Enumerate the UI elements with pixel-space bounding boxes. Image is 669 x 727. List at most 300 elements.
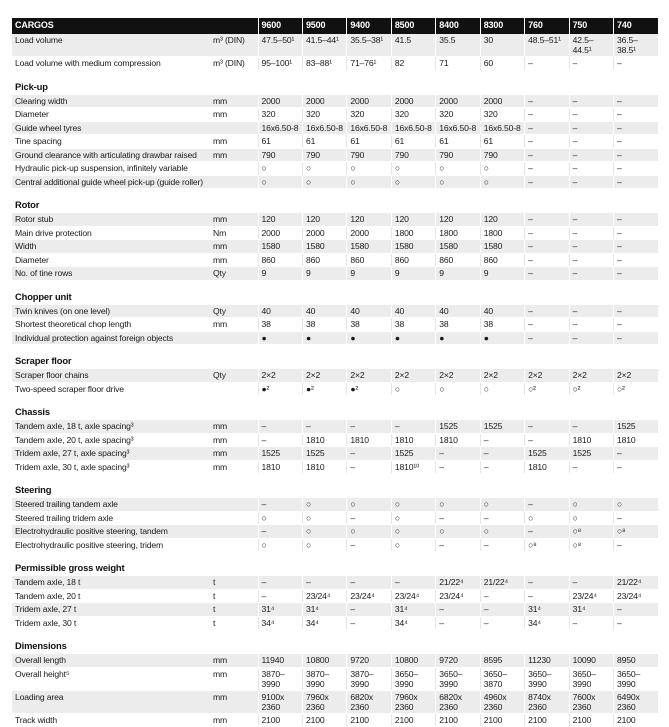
row-label: Hydraulic pick-up suspension, infinitely variable (12, 162, 210, 176)
cell-value: 40 (480, 305, 524, 318)
table-row (12, 253, 658, 267)
cell-value: 1810 (436, 433, 480, 447)
row-unit: mm (210, 447, 258, 461)
row-label: Ground clearance with articulating drawbar raised (12, 148, 210, 162)
cell-value: – (614, 175, 658, 189)
cell-value: – (569, 267, 613, 281)
row-unit: mm (210, 667, 258, 690)
cell-value: 21/22⁴ (480, 576, 524, 589)
row-unit (210, 175, 258, 189)
cell-value: 3650– 3990 (614, 667, 658, 690)
cell-value: – (525, 305, 569, 318)
section-title: Steering (15, 484, 52, 495)
cell-value: 3650– 3990 (569, 667, 613, 690)
cell-value: ● (347, 331, 391, 345)
cell-value: ●² (302, 382, 346, 396)
cell-value: ○ (525, 511, 569, 525)
cell-value: 21/22⁴ (436, 576, 480, 589)
cell-value: – (347, 538, 391, 552)
cell-value: 10800 (391, 654, 435, 667)
row-unit: t (210, 576, 258, 589)
cell-value: 34⁴ (525, 616, 569, 630)
row-label: Central additional guide wheel pick-up (guide roller) (12, 175, 210, 189)
row-unit: mm (210, 95, 258, 108)
cell-value: 1525 (391, 447, 435, 461)
cell-value: 61 (347, 135, 391, 149)
row-unit: mm (210, 213, 258, 226)
cell-value: – (614, 135, 658, 149)
table-row (12, 175, 658, 189)
cell-value: – (525, 108, 569, 122)
cell-value: 1525 (525, 447, 569, 461)
cell-value: 38 (347, 318, 391, 332)
cell-value: 8740x 2360 (525, 690, 569, 713)
cell-value: 34⁴ (302, 616, 346, 630)
row-label: Tridem axle, 30 t, axle spacing³ (12, 460, 210, 474)
row-unit (210, 162, 258, 176)
cell-value: – (525, 240, 569, 254)
row-label: Diameter (12, 108, 210, 122)
cell-value: – (569, 460, 613, 474)
cell-value: 38 (480, 318, 524, 332)
row-unit: mm (210, 253, 258, 267)
cell-value: – (525, 226, 569, 240)
cell-value: ○ (258, 162, 302, 176)
cell-value: 71–76¹ (347, 57, 391, 71)
cell-value: 3650– 3870 (480, 667, 524, 690)
cell-value: 6820x 2360 (347, 690, 391, 713)
row-label: Tridem axle, 27 t (12, 603, 210, 617)
cell-value: 48.5–51¹ (525, 34, 569, 57)
cell-value: – (614, 331, 658, 345)
cell-value: 7960x 2360 (391, 690, 435, 713)
cell-value: ○² (525, 382, 569, 396)
cell-value: 31⁴ (302, 603, 346, 617)
cell-value: 1800 (391, 226, 435, 240)
cell-value: – (569, 108, 613, 122)
model-header: 8500 (391, 18, 435, 34)
cell-value: 9 (302, 267, 346, 281)
cell-value: 120 (480, 213, 524, 226)
cell-value: 2×2 (302, 369, 346, 382)
row-unit (210, 525, 258, 539)
cell-value: 1810 (347, 433, 391, 447)
cell-value: 9720 (347, 654, 391, 667)
cell-value: 1810¹⁰ (391, 460, 435, 474)
cell-value: 83–88¹ (302, 57, 346, 71)
row-label: Shortest theoretical chop length (12, 318, 210, 332)
cell-value: – (525, 589, 569, 603)
cell-value: 2×2 (391, 369, 435, 382)
model-header: 740 (614, 18, 658, 34)
model-header: 8400 (436, 18, 480, 34)
cell-value: – (258, 433, 302, 447)
section-heading-row (12, 345, 658, 370)
table-row (12, 616, 658, 630)
cell-value: – (525, 433, 569, 447)
table-body (12, 34, 658, 727)
cell-value: 23/24⁴ (569, 589, 613, 603)
cell-value: – (525, 420, 569, 433)
cell-value: ○ (302, 538, 346, 552)
cell-value: – (525, 253, 569, 267)
spec-table-container (12, 18, 658, 727)
cell-value: – (569, 318, 613, 332)
row-label: Clearing width (12, 95, 210, 108)
cell-value: – (569, 162, 613, 176)
cell-value: 40 (302, 305, 346, 318)
section-heading-row (12, 280, 658, 305)
row-unit: Qty (210, 369, 258, 382)
cell-value: – (569, 213, 613, 226)
row-label: Tine spacing (12, 135, 210, 149)
cell-value: 42.5– 44.5¹ (569, 34, 613, 57)
cell-value: – (614, 318, 658, 332)
row-unit: mm (210, 420, 258, 433)
cell-value: 8950 (614, 654, 658, 667)
cell-value: – (258, 525, 302, 539)
cell-value: – (347, 576, 391, 589)
cell-value: 41.5–44¹ (302, 34, 346, 57)
table-row (12, 589, 658, 603)
row-label: Rotor stub (12, 213, 210, 226)
cell-value: 1525 (258, 447, 302, 461)
row-label: Main drive protection (12, 226, 210, 240)
cell-value: ○ (347, 175, 391, 189)
row-label: Electrohydraulic positive steering, tandem (12, 525, 210, 539)
cell-value: 2100 (569, 713, 613, 727)
table-row (12, 331, 658, 345)
cell-value: 2×2 (569, 369, 613, 382)
table-row (12, 135, 658, 149)
table-row (12, 108, 658, 122)
cell-value: 60 (480, 57, 524, 71)
cell-value: – (569, 175, 613, 189)
cell-value: 61 (258, 135, 302, 149)
cell-value: 120 (436, 213, 480, 226)
cell-value: 1810 (614, 433, 658, 447)
cell-value: 1580 (347, 240, 391, 254)
cell-value: 21/22⁴ (614, 576, 658, 589)
cell-value: 38 (258, 318, 302, 332)
cell-value: ○ (480, 382, 524, 396)
row-label: Loading area (12, 690, 210, 713)
table-row (12, 525, 658, 539)
cell-value: ●² (258, 382, 302, 396)
cell-value: – (614, 603, 658, 617)
row-unit (210, 538, 258, 552)
cell-value: 860 (391, 253, 435, 267)
cell-value: – (614, 616, 658, 630)
model-header: 9600 (258, 18, 302, 34)
cell-value: – (614, 511, 658, 525)
section-heading-row (12, 630, 658, 655)
row-unit: Nm (210, 226, 258, 240)
cell-value: 7600x 2360 (569, 690, 613, 713)
cell-value: 2000 (391, 95, 435, 108)
section-title: Chassis (15, 406, 50, 417)
row-unit: mm (210, 713, 258, 727)
cell-value: – (347, 511, 391, 525)
row-unit: mm (210, 148, 258, 162)
section-title: Scraper floor (15, 355, 72, 366)
cell-value: – (569, 253, 613, 267)
cell-value: 2100 (258, 713, 302, 727)
cell-value: ○ (569, 511, 613, 525)
cell-value: 1525 (614, 420, 658, 433)
cell-value: – (614, 121, 658, 135)
cell-value: 2000 (436, 95, 480, 108)
cell-value: ○ (436, 498, 480, 511)
cell-value: 6820x 2360 (436, 690, 480, 713)
cell-value: 36.5– 38.5¹ (614, 34, 658, 57)
cell-value: 3870– 3990 (258, 667, 302, 690)
row-label: Two-speed scraper floor drive (12, 382, 210, 396)
table-row (12, 213, 658, 226)
cell-value: ○ (302, 498, 346, 511)
row-label: Steered trailing tandem axle (12, 498, 210, 511)
cell-value: 2100 (436, 713, 480, 727)
cell-value: – (614, 57, 658, 71)
cell-value: 3650– 3990 (436, 667, 480, 690)
cell-value: ○⁸ (614, 525, 658, 539)
cell-value: ○ (258, 511, 302, 525)
cell-value: 120 (347, 213, 391, 226)
table-row (12, 318, 658, 332)
cell-value: 3870– 3990 (302, 667, 346, 690)
cell-value: 790 (391, 148, 435, 162)
cell-value: 35.5–38¹ (347, 34, 391, 57)
cell-value: – (525, 57, 569, 71)
cell-value: – (391, 420, 435, 433)
cell-value: – (525, 121, 569, 135)
cell-value: – (614, 226, 658, 240)
specifications-table (12, 18, 658, 727)
row-unit: mm (210, 460, 258, 474)
table-row (12, 95, 658, 108)
cell-value: – (614, 240, 658, 254)
cell-value: ○ (480, 525, 524, 539)
cell-value: ○ (258, 538, 302, 552)
cell-value: ○² (569, 382, 613, 396)
cell-value: – (480, 616, 524, 630)
cell-value: 1810 (302, 433, 346, 447)
cell-value: 23/24⁴ (391, 589, 435, 603)
row-label: Tandem axle, 20 t (12, 589, 210, 603)
cell-value: 40 (347, 305, 391, 318)
table-row (12, 382, 658, 396)
row-label: Width (12, 240, 210, 254)
cell-value: 790 (258, 148, 302, 162)
cell-value: 9 (480, 267, 524, 281)
cell-value: ○ (302, 175, 346, 189)
row-label: Track width (12, 713, 210, 727)
table-row (12, 240, 658, 254)
row-label: Individual protection against foreign objects (12, 331, 210, 345)
cell-value: 8595 (480, 654, 524, 667)
row-label: Twin knives (on one level) (12, 305, 210, 318)
cell-value: ● (436, 331, 480, 345)
cell-value: – (258, 420, 302, 433)
cell-value: 2000 (480, 95, 524, 108)
cell-value: 320 (258, 108, 302, 122)
row-label: Guide wheel tyres (12, 121, 210, 135)
cell-value: – (525, 318, 569, 332)
cell-value: – (525, 267, 569, 281)
cell-value: – (525, 175, 569, 189)
cell-value: 1580 (258, 240, 302, 254)
cell-value: – (347, 603, 391, 617)
cell-value: – (569, 148, 613, 162)
cell-value: 3870– 3990 (347, 667, 391, 690)
cell-value: 1580 (436, 240, 480, 254)
row-label: Electrohydraulic positive steering, tridem (12, 538, 210, 552)
cell-value: 860 (258, 253, 302, 267)
cell-value: 2×2 (525, 369, 569, 382)
cell-value: ○ (569, 498, 613, 511)
cell-value: 16x6.50-8 (480, 121, 524, 135)
cell-value: ○ (480, 498, 524, 511)
cell-value: 790 (480, 148, 524, 162)
cell-value: – (569, 616, 613, 630)
cell-value: 2×2 (614, 369, 658, 382)
cell-value: 2100 (347, 713, 391, 727)
table-row (12, 433, 658, 447)
cell-value: ○ (391, 538, 435, 552)
cell-value: 790 (436, 148, 480, 162)
cell-value: 2000 (347, 226, 391, 240)
cell-value: – (436, 603, 480, 617)
model-header: 760 (525, 18, 569, 34)
cell-value: 35.5 (436, 34, 480, 57)
row-unit: mm (210, 108, 258, 122)
cell-value: 61 (391, 135, 435, 149)
table-row (12, 369, 658, 382)
table-row (12, 498, 658, 511)
cell-value: ● (302, 331, 346, 345)
row-label: Scraper floor chains (12, 369, 210, 382)
cell-value: 38 (436, 318, 480, 332)
row-label: Overall height⁵ (12, 667, 210, 690)
table-row (12, 654, 658, 667)
cell-value: – (436, 538, 480, 552)
row-unit (210, 498, 258, 511)
cell-value: ○ (302, 162, 346, 176)
cell-value: – (347, 420, 391, 433)
cell-value: 23/24⁴ (347, 589, 391, 603)
cell-value: ○ (480, 175, 524, 189)
cell-value: 16x6.50-8 (258, 121, 302, 135)
row-label: Tandem axle, 18 t (12, 576, 210, 589)
cell-value: ○⁸ (525, 538, 569, 552)
cell-value: 1580 (391, 240, 435, 254)
cell-value: – (480, 447, 524, 461)
row-unit: mm (210, 240, 258, 254)
cell-value: – (525, 162, 569, 176)
cell-value: ○² (614, 382, 658, 396)
cell-value: 2000 (302, 226, 346, 240)
cell-value: 2×2 (258, 369, 302, 382)
cell-value: 61 (302, 135, 346, 149)
table-row (12, 690, 658, 713)
cell-value: – (569, 240, 613, 254)
cell-value: ○ (436, 162, 480, 176)
cell-value: 7960x 2360 (302, 690, 346, 713)
cell-value: – (569, 331, 613, 345)
cell-value: 120 (302, 213, 346, 226)
cell-value: – (480, 460, 524, 474)
cell-value: 16x6.50-8 (347, 121, 391, 135)
unit-column-header (210, 18, 258, 34)
cell-value: ○ (391, 175, 435, 189)
row-unit: t (210, 589, 258, 603)
cell-value: – (525, 498, 569, 511)
table-row (12, 148, 658, 162)
cell-value: – (614, 267, 658, 281)
cell-value: 82 (391, 57, 435, 71)
cell-value: 34⁴ (258, 616, 302, 630)
cell-value: ○ (614, 498, 658, 511)
cell-value: 40 (436, 305, 480, 318)
cell-value: – (614, 162, 658, 176)
cell-value: 1525 (480, 420, 524, 433)
row-unit: mm (210, 654, 258, 667)
section-title: Permissible gross weight (15, 562, 125, 573)
section-heading-row (12, 474, 658, 499)
cell-value: 1525 (436, 420, 480, 433)
cell-value: – (614, 460, 658, 474)
cell-value: 38 (391, 318, 435, 332)
cell-value: 1800 (436, 226, 480, 240)
model-header: 9400 (347, 18, 391, 34)
table-row (12, 538, 658, 552)
cell-value: – (480, 589, 524, 603)
cell-value: ○ (391, 382, 435, 396)
section-title: Chopper unit (15, 290, 72, 302)
cell-value: – (614, 213, 658, 226)
cell-value: – (614, 95, 658, 108)
cell-value: 3650– 3990 (525, 667, 569, 690)
table-row (12, 57, 658, 71)
table-title: CARGOS (12, 18, 210, 34)
cell-value: 860 (436, 253, 480, 267)
table-row (12, 267, 658, 281)
cell-value: ○ (302, 525, 346, 539)
cell-value: 2100 (302, 713, 346, 727)
cell-value: 320 (347, 108, 391, 122)
cell-value: – (614, 108, 658, 122)
cell-value: – (569, 576, 613, 589)
cell-value: 2000 (258, 226, 302, 240)
cell-value: 860 (302, 253, 346, 267)
cell-value: – (569, 121, 613, 135)
table-row (12, 162, 658, 176)
cell-value: – (614, 253, 658, 267)
cell-value: – (525, 331, 569, 345)
cell-value: – (436, 447, 480, 461)
cell-value: 10090 (569, 654, 613, 667)
cell-value: ○ (436, 525, 480, 539)
cell-value: ○ (347, 162, 391, 176)
row-unit: m³ (DIN) (210, 57, 258, 71)
cell-value: ● (258, 331, 302, 345)
cell-value: 2×2 (436, 369, 480, 382)
cell-value: 31⁴ (258, 603, 302, 617)
row-label: Tandem axle, 20 t, axle spacing³ (12, 433, 210, 447)
cell-value: – (480, 538, 524, 552)
cell-value: 120 (391, 213, 435, 226)
cell-value: 40 (391, 305, 435, 318)
